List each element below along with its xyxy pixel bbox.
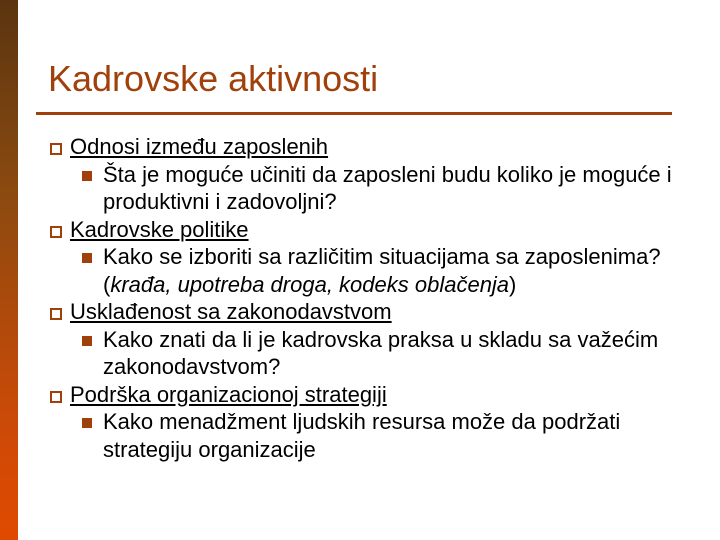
sub-item-2-text-end: ) (509, 271, 517, 297)
sub-item-2-text-start: Kako se izboriti sa različitim situacijama sa zaposlenima? ( (103, 244, 661, 297)
filled-square-bullet-icon (82, 171, 92, 181)
item-2-label[interactable]: Kadrovske politike (70, 216, 249, 242)
sub-bullet-item-2 (44, 243, 704, 298)
bullet-item-1 (44, 133, 704, 161)
bullet-item-2 (44, 216, 704, 244)
hollow-square-bullet-icon (50, 391, 62, 403)
hollow-square-bullet-icon (50, 226, 62, 238)
hollow-square-bullet-icon (50, 308, 62, 320)
sub-item-4-text: Kako menadžment ljudskih resursa može da podržati strategiju organizacije (103, 409, 621, 462)
sub-item-2-text (103, 244, 661, 297)
filled-square-bullet-icon (82, 336, 92, 346)
bullet-item-3 (44, 298, 704, 326)
sub-bullet-item-4 (44, 408, 704, 463)
filled-square-bullet-icon (82, 253, 92, 263)
item-3-label[interactable]: Usklađenost sa zakonodavstvom (70, 299, 392, 324)
sub-item-3-text: Kako znati da li je kadrovska praksa u skladu sa važećim zakonodavstvom? (103, 326, 659, 379)
sub-item-1-text: Šta je moguće učiniti da zaposleni budu koliko je moguće i produktivni i zadovoljni? (103, 161, 672, 214)
sub-bullet-item-1 (44, 161, 704, 216)
item-4-label[interactable]: Podrška organizacionoj strategiji (70, 381, 387, 407)
title-underline (36, 112, 672, 115)
slide-content (44, 133, 704, 463)
side-accent-strip (0, 0, 18, 540)
slide-title: Kadrovske aktivnosti (48, 58, 379, 99)
sub-bullet-item-3 (44, 326, 704, 381)
item-1-label[interactable]: Odnosi između zaposlenih (70, 134, 329, 159)
hollow-square-bullet-icon (50, 143, 62, 155)
bullet-item-4 (44, 381, 704, 409)
filled-square-bullet-icon (82, 418, 92, 428)
sub-item-2-examples: krađa, upotreba droga, kodeks oblačenja (110, 271, 510, 297)
